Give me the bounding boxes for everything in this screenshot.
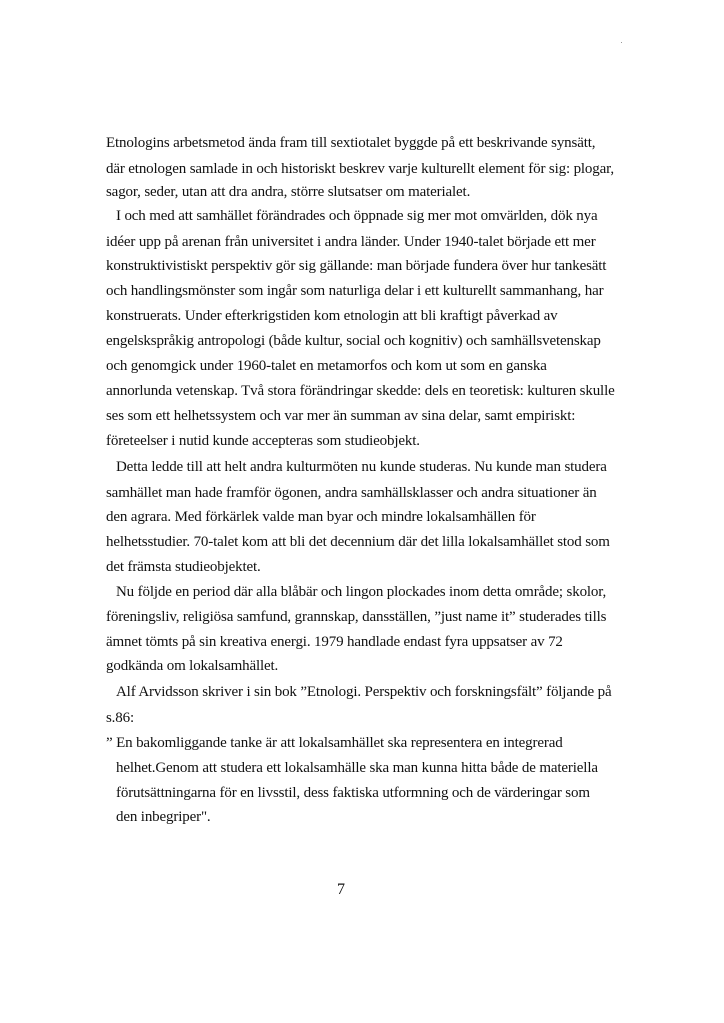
text-line: ämnet tömts på sin kreativa energi. 1979 handlade endast fyra uppsatser av 72: [106, 634, 563, 650]
text-line: Etnologins arbetsmetod ända fram till sextiotalet byggde på ett beskrivande synsätt,: [106, 135, 596, 151]
text-line: konstruktivistiskt perspektiv gör sig gällande: man började fundera över hur tankesätt: [106, 258, 607, 274]
text-line: godkända om lokalsamhället.: [106, 658, 279, 674]
quote-line: den inbegriper".: [116, 809, 211, 825]
text-line: ses som ett helhetssystem och var mer än summan av sina delar, samt empiriskt:: [106, 408, 576, 424]
text-line: och handlingsmönster som ingår som naturliga delar i ett kulturellt sammanhang, har: [106, 283, 604, 299]
text-line: sagor, seder, utan att dra andra, större slutsatser om materialet.: [106, 184, 471, 200]
scan-speck: [621, 42, 622, 43]
quote-line: helhet.Genom att studera ett lokalsamhälle ska man kunna hitta både de materiella: [116, 760, 598, 776]
text-line: företeelser i nutid kunde accepteras som studieobjekt.: [106, 433, 420, 449]
text-line: engelskspråkig antropologi (både kultur, social och kognitiv) och samhällsvetenskap: [106, 333, 601, 349]
text-line: där etnologen samlade in och historiskt beskrev varje kulturellt element för sig: plogar,: [106, 161, 614, 177]
text-line: Detta ledde till att helt andra kulturmöten nu kunde studeras. Nu kunde man studera: [116, 459, 607, 475]
text-line: föreningsliv, religiösa samfund, grannskap, dansställen, ”just name it” studerades tills: [106, 609, 607, 625]
text-line: konstruerats. Under efterkrigstiden kom etnologin att bli kraftigt påverkad av: [106, 308, 558, 324]
text-line: idéer upp på arenan från universitet i andra länder. Under 1940-talet började ett mer: [106, 234, 596, 250]
text-line: Alf Arvidsson skriver i sin bok ”Etnologi. Perspektiv och forskningsfält” följande på: [116, 684, 612, 700]
text-line: den agrara. Med förkärlek valde man byar och mindre lokalsamhällen för: [106, 509, 536, 525]
quote-line: förutsättningarna för en livsstil, dess faktiska utformning och de värderingar som: [116, 785, 590, 801]
text-line: samhället man hade framför ögonen, andra samhällsklasser och andra situationer än: [106, 485, 597, 501]
text-line: s.86:: [106, 710, 135, 726]
text-line: Nu följde en period där alla blåbär och lingon plockades inom detta område; skolor,: [116, 584, 607, 600]
quote-line: ” En bakomliggande tanke är att lokalsamhället ska representera en integrerad: [106, 735, 563, 751]
page-number: 7: [337, 881, 345, 898]
text-line: annorlunda vetenskap. Två stora förändringar skedde: dels en teoretisk: kulturen skulle: [106, 383, 615, 399]
text-line: helhetsstudier. 70-talet kom att bli det decennium där det lilla lokalsamhället stod som: [106, 534, 610, 550]
text-line: det främsta studieobjektet.: [106, 559, 261, 575]
text-line: och genomgick under 1960-talet en metamorfos och kom ut som en ganska: [106, 358, 547, 374]
text-line: I och med att samhället förändrades och öppnade sig mer mot omvärlden, dök nya: [116, 208, 598, 224]
